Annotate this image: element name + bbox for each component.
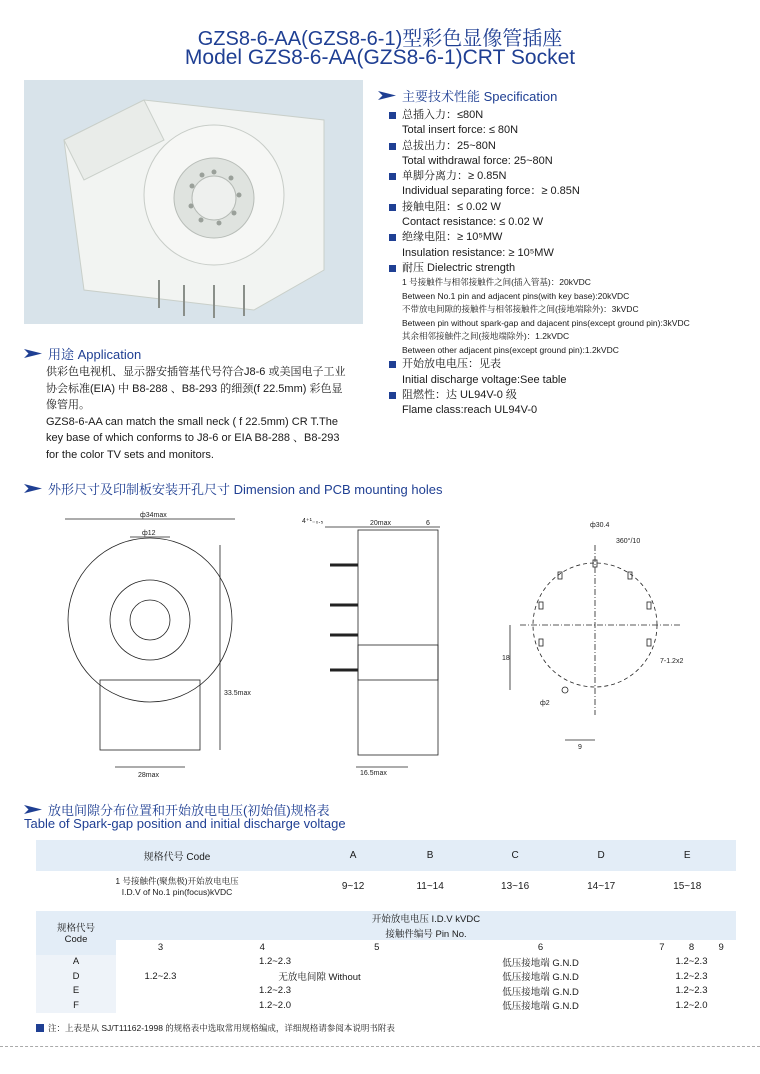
arrow-icon <box>24 484 42 493</box>
t1-value <box>730 871 736 902</box>
title-cn: GZS8-6-AA(GZS8-6-1)型彩色显像管插座 <box>197 28 563 50</box>
product-photo <box>24 80 363 324</box>
dim-d304: ф30.4 <box>590 522 610 529</box>
dim-w6: 6 <box>426 520 430 527</box>
spark-heading-cn-text: 放电间隙分布位置和开始放电电压(初始值)规格表 <box>48 803 330 818</box>
arrow-icon <box>24 349 42 358</box>
t2-pin: 7 <box>659 941 665 953</box>
dim-w28: 28max <box>138 772 160 779</box>
t1-row-label <box>36 871 318 902</box>
dielectric-head: 耐压 Dielectric strength <box>388 261 753 276</box>
front-inner-ring <box>110 580 190 660</box>
application-cn: 供彩色电视机、显示器安插管基代号符合J8-6 或美国电子工业协会标准(EIA) 中 B8-288 、B8-293 的细颈(f 22.5mm) 彩色显像管用。 <box>46 366 346 411</box>
t2-pin-header: 接触件编号 Pin No. <box>116 926 736 941</box>
t2-cell: 1.2~2.3 <box>675 985 708 997</box>
front-hub <box>130 600 170 640</box>
t2-code-header <box>36 911 116 955</box>
t1-code <box>730 840 736 871</box>
dielectric-line: Between pin without spark-gap and dajacent pins(except ground pin):3kVDC <box>402 317 690 328</box>
spec-item-en: Total insert force: ≤ 80N <box>402 124 519 137</box>
dim-v18: 18 <box>502 655 510 662</box>
bottom-divider <box>0 1046 760 1047</box>
dielectric-line: Between No.1 pin and adjacent pins(with key base):20kVDC <box>402 290 630 301</box>
flame-en: Flame class:reach UL94V-0 <box>402 404 538 417</box>
t1-value: 11~14 <box>416 881 444 892</box>
spec-item-en: Insulation resistance: ≥ 10⁵MW <box>402 246 554 259</box>
dim-w165: 16.5max <box>360 770 387 777</box>
t2-pin: 8 <box>688 941 695 953</box>
dim-d12: ф12 <box>142 530 156 537</box>
front-outline <box>68 538 232 702</box>
t1-code: C <box>472 840 558 871</box>
dim-top4: 4⁺¹₋₀.₅ <box>302 518 324 525</box>
arrow-icon <box>378 91 396 100</box>
t1-row-label-cn: 1 号接触件(聚焦极)开始放电电压 <box>115 875 239 886</box>
dielectric-line: 其余相邻接触件之间(接地端除外)：1.2kVDC <box>402 331 570 342</box>
spec-item-cn: 接触电阻：≤ 0.02 W <box>388 200 753 215</box>
t1-row-label-en: I.D.V of No.1 pin(focus)kVDC <box>121 886 233 897</box>
side-body <box>358 530 438 680</box>
t2-row-code: F <box>36 998 116 1013</box>
idv-table-1 <box>36 840 736 902</box>
spec-heading <box>378 86 557 105</box>
spec-item-cn: 绝缘电阻：≥ 10⁵MW <box>388 230 753 245</box>
dim-v9: 9 <box>578 744 582 751</box>
t2-cell: 1.2~2.3 <box>259 985 292 997</box>
footnote <box>36 1022 395 1034</box>
t2-cell: 低压接地端 G.N.D <box>502 957 579 969</box>
t2-cell: 低压接地端 G.N.D <box>502 986 579 998</box>
dimension-heading <box>24 479 442 498</box>
t2-row-code: D <box>36 969 116 984</box>
application-heading-text: 用途 Application <box>48 347 142 362</box>
application-heading <box>24 344 141 363</box>
t1-value: 14~17 <box>587 881 616 892</box>
t1-code: E <box>644 840 730 871</box>
t2-cell: 1.2~2.3 <box>259 956 292 968</box>
t2-cell: 1.2~2.3 <box>675 970 708 982</box>
dimension-drawing <box>20 505 740 785</box>
t2-code-cn: 规格代号 <box>56 923 95 935</box>
t2-code-en: Code <box>64 934 88 946</box>
flame-cn: 阻燃性：达 UL94V-0 级 <box>388 388 753 403</box>
front-base <box>100 680 200 750</box>
t2-cell: 1.2~2.0 <box>675 999 708 1011</box>
spec-item-en: Total withdrawal force: 25~80N <box>402 154 553 167</box>
t2-row-code: A <box>36 955 116 970</box>
t1-value: 9~12 <box>341 881 365 892</box>
spec-item-en: Individual separating force：≥ 0.85N <box>402 185 580 198</box>
spec-item-cn: 总拔出力：25~80N <box>388 139 753 154</box>
t2-cell: 1.2~2.3 <box>675 956 708 968</box>
t1-code-label: 规格代号 Code <box>36 840 318 871</box>
t2-cell: 1.2~2.3 <box>144 970 177 982</box>
t2-cell: 低压接地端 G.N.D <box>502 972 579 984</box>
footnote-text: 注：上表是从 SJ/T11162-1998 的规格表中选取常用规格编成，详细规格请参阅本说明书附表 <box>48 1023 395 1033</box>
t2-pin: 6 <box>537 941 544 953</box>
side-base <box>358 645 438 755</box>
pcb-locator-hole <box>562 687 568 693</box>
dielectric-line: 不带放电间隙的接触件与相邻接触件之间(接地端除外)：3kVDC <box>402 304 639 315</box>
t2-row-code: E <box>36 984 116 999</box>
bullet-icon <box>36 1024 44 1032</box>
spec-heading-text: 主要技术性能 Specification <box>402 89 558 104</box>
t2-pin: 4 <box>259 941 265 953</box>
dim-h335: 33.5max <box>224 690 251 697</box>
socket-illustration <box>24 80 363 324</box>
t2-pin: 3 <box>157 941 164 953</box>
spec-list <box>388 108 753 418</box>
application-text <box>46 364 346 463</box>
dim-holes: 7-1.2x2 <box>660 658 684 665</box>
arrow-icon <box>24 805 42 814</box>
t1-value: 13~16 <box>501 881 530 892</box>
t1-value: 15~18 <box>673 881 702 892</box>
discharge-en: Initial discharge voltage:See table <box>402 373 567 386</box>
t1-code: A <box>318 840 388 871</box>
dielectric-line: Between other adjacent pins(except ground pin):1.2kVDC <box>402 344 619 355</box>
dielectric-line: 1 号接触件与相邻接触件之间(插入管基)：20kVDC <box>402 277 591 288</box>
dimension-heading-text: 外形尺寸及印制板安装开孔尺寸 Dimension and PCB mounting holes <box>48 482 443 497</box>
dim-d2: ф2 <box>540 700 550 707</box>
t1-code: B <box>388 840 472 871</box>
t2-cell: 低压接地端 G.N.D <box>502 1001 579 1013</box>
spec-item-en: Contact resistance: ≤ 0.02 W <box>402 216 544 229</box>
idv-table-2 <box>36 911 736 1013</box>
t2-cell: 无放电间隙 Without <box>278 972 361 984</box>
spark-heading-en: Table of Spark-gap position and initial discharge voltage <box>24 816 346 831</box>
t2-pin: 5 <box>374 941 380 953</box>
dim-angle: 360°/10 <box>616 538 641 545</box>
discharge-cn: 开始放电电压：见表 <box>388 357 753 372</box>
dim-w20: 20max <box>370 520 392 527</box>
title-en: Model GZS8-6-AA(GZS8-6-1)CRT Socket <box>184 46 576 69</box>
spec-item-cn: 单脚分离力：≥ 0.85N <box>388 169 753 184</box>
spec-item-cn: 总插入力：≤80N <box>388 108 753 123</box>
t2-pin: 9 <box>718 941 724 953</box>
side-pins <box>330 565 358 670</box>
t2-idv-header: 开始放电电压 I.D.V kVDC <box>116 911 736 926</box>
dim-d34: ф34max <box>140 512 167 519</box>
t2-cell: 1.2~2.0 <box>259 999 292 1011</box>
application-en: GZS8-6-AA can match the small neck ( f 22.5mm) CR T.The key base of which conforms to J8-6 or EIA B8-288 、B8-293 for the color TV sets and monitors. <box>46 415 340 461</box>
t1-code: D <box>558 840 644 871</box>
